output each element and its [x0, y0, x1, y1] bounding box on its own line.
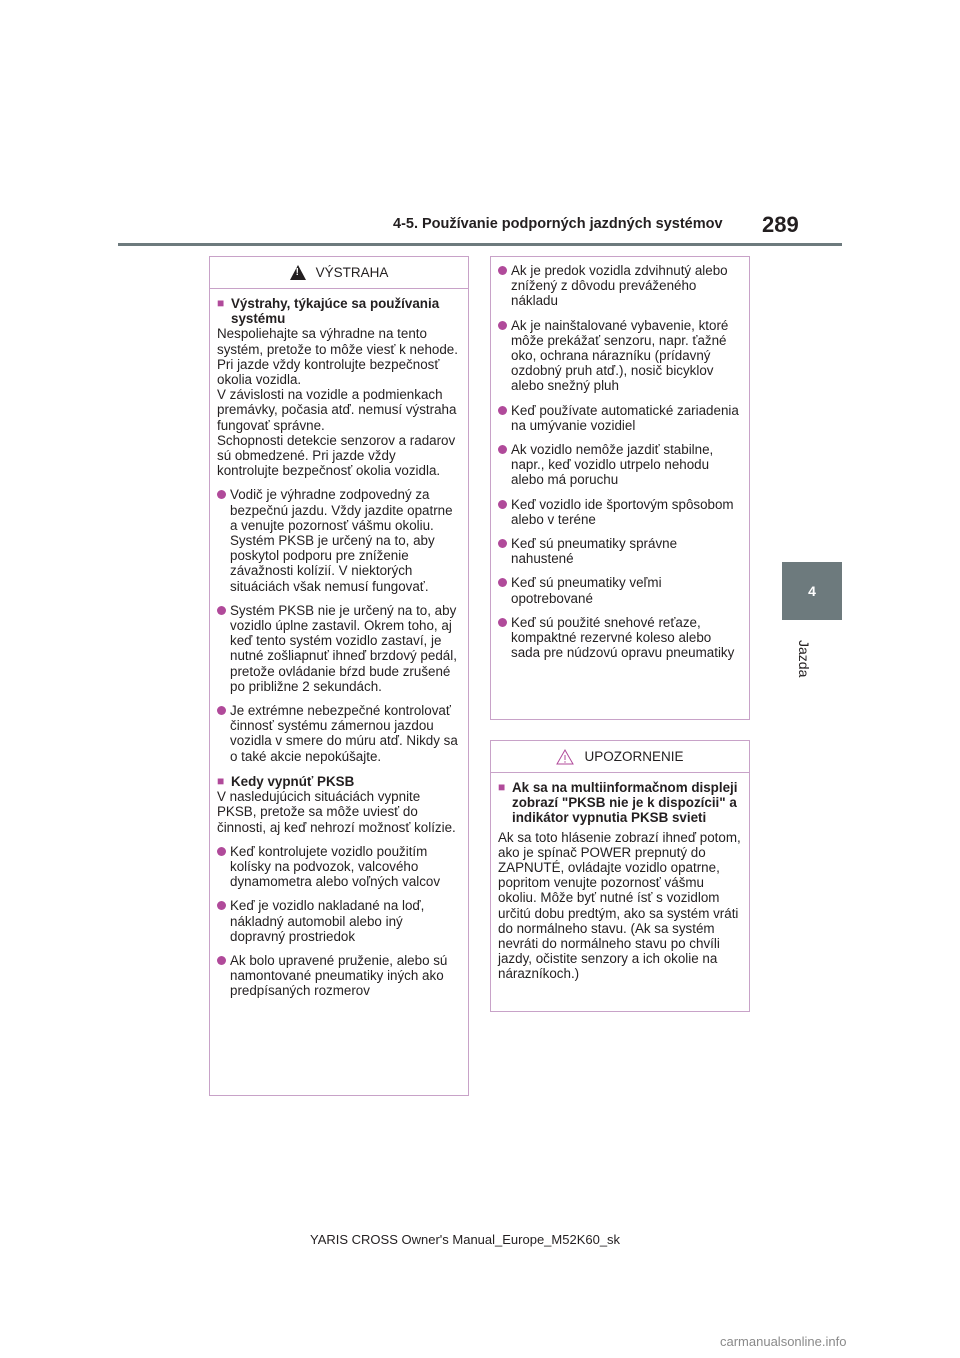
caution-box-header — [491, 741, 749, 773]
section-heading: ■ Kedy vypnúť PKSB — [217, 773, 355, 789]
square-bullet-icon: ■ — [217, 773, 225, 788]
caution-box — [490, 740, 750, 1012]
list-item: Vodič je výhradne zodpovedný za bezpečnú jazdu. Vždy jazdite opatrne a venujte pozornosť vášmu okoliu. Systém PKSB je určený na to, aby poskytol podporu pre zníženie závažnosti kolízií. V niektorých situáciách však nemusí fungovať. — [217, 487, 461, 593]
section-heading: ■ Výstrahy, týkajúce sa používania systému — [217, 296, 440, 327]
section-heading: ■ Ak sa na multiinformačnom displeji zobrazí "PKSB nie je k dispozícii" a indikátor vypnutia PKSB svieti — [498, 780, 738, 826]
header-divider — [118, 243, 842, 246]
bullet-dot-icon — [498, 321, 507, 330]
watermark-text: carmanualsonline.info — [720, 1334, 847, 1349]
page-number: 289 — [762, 212, 799, 237]
bullet-dot-icon — [217, 847, 226, 856]
bullet-dot-icon — [498, 539, 507, 548]
list-item: Keď sú pneumatiky veľmi opotrebované — [498, 575, 742, 605]
chapter-tab: 4 — [782, 562, 842, 620]
paragraph: Pri jazde vždy kontrolujte bezpečnosť okolia vozidla. — [217, 356, 440, 388]
list-item: Ak je nainštalované vybavenie, ktoré môže prekážať senzoru, napr. ťažné oko, ochrana nárazníku (prídavný ozdobný pruh atď.), nosič bicyklov alebo snežný pluh — [498, 318, 742, 394]
list-item: Keď je vozidlo nakladané na loď, nákladný automobil alebo iný dopravný prostriedok — [217, 898, 461, 944]
bullet-dot-icon — [217, 606, 226, 615]
bullet-dot-icon — [498, 578, 507, 587]
section-title: 4-5. Používanie podporných jazdných systémov — [393, 216, 723, 232]
paragraph: Nespoliehajte sa výhradne na tento systém, pretože to môže viesť k nehode. — [217, 326, 458, 357]
paragraph: V závislosti na vozidle a podmienkach premávky, počasia atď. nemusí výstraha fungovať správne. — [217, 387, 457, 433]
bullet-dot-icon — [217, 706, 226, 715]
square-bullet-icon: ■ — [498, 780, 506, 794]
bullet-dot-icon — [217, 956, 226, 965]
caution-title: UPOZORNENIE — [584, 749, 684, 764]
bullet-dot-icon — [498, 266, 507, 275]
bullet-dot-icon — [217, 490, 226, 499]
list-item: Keď sú použité snehové reťaze, kompaktné rezervné koleso alebo sada pre núdzovú opravu pneumatiky — [498, 615, 742, 661]
square-bullet-icon: ■ — [217, 296, 225, 310]
bullet-dot-icon — [498, 445, 507, 454]
warning-continued-box — [490, 256, 750, 720]
bullet-dot-icon — [498, 500, 507, 509]
chapter-label: Jazda — [796, 640, 812, 678]
list-item: Ak bolo upravené pruženie, alebo sú namontované pneumatiky iných ako predpísaných rozmerov — [217, 953, 461, 999]
warning-icon — [290, 265, 306, 280]
list-item: Je extrémne nebezpečné kontrolovať činnosť systému zámernou jazdou vozidla v smere do múru atď. Nikdy sa o také akcie nepokúšajte. — [217, 703, 461, 764]
warning-box — [209, 256, 469, 1096]
list-item: Ak vozidlo nemôže jazdiť stabilne, napr., keď vozidlo utrpelo nehodu alebo má poruchu — [498, 442, 742, 488]
list-item: Keď vozidlo ide športovým spôsobom alebo v teréne — [498, 497, 742, 527]
list-item: Systém PKSB nie je určený na to, aby vozidlo úplne zastavil. Okrem toho, aj keď tento systém vozidlo zastaví, je nutné zošliapnuť ihneď brzdový pedál, pretože ovládanie bŕzd bude zrušené po približne 2 sekundách. — [217, 603, 461, 694]
caution-icon — [556, 749, 574, 765]
list-item: Keď kontrolujete vozidlo použitím kolísky na podvozok, valcového dynamometra alebo voľných valcov — [217, 844, 461, 890]
warning-box-header — [210, 257, 468, 289]
warning-title: VÝSTRAHA — [315, 265, 389, 280]
bullet-dot-icon — [217, 901, 226, 910]
list-item: Keď sú pneumatiky správne nahustené — [498, 536, 742, 566]
list-item: Keď používate automatické zariadenia na umývanie vozidiel — [498, 403, 742, 433]
footer-text: YARIS CROSS Owner's Manual_Europe_M52K60_sk — [310, 1232, 621, 1247]
paragraph: Ak sa toto hlásenie zobrazí ihneď potom, ako je spínač POWER prepnutý do ZAPNUTÉ, ovládajte vozidlo opatrne, popritom venujte pozornosť vášmu okoliu. Môže byť nutné ísť s vozidlom určitú dobu predtým, ako sa systém vráti do normálneho stavu. (Ak sa systém nevráti do normálneho stavu po chvíli jazdy, očistite senzory a ich okolie na nárazníkoch.) — [498, 829, 741, 982]
bullet-dot-icon — [498, 406, 507, 415]
paragraph: V nasledujúcich situáciách vypnite PKSB, pretože sa môže uviesť do činnosti, aj keď nehrozí možnosť kolízie. — [217, 789, 456, 835]
list-item: Ak je predok vozidla zdvihnutý alebo znížený z dôvodu preváženého nákladu — [498, 263, 742, 309]
bullet-dot-icon — [498, 618, 507, 627]
paragraph: Schopnosti detekcie senzorov a radarov sú obmedzené. Pri jazde vždy kontrolujte bezpečnosť okolia vozidla. — [217, 432, 456, 479]
